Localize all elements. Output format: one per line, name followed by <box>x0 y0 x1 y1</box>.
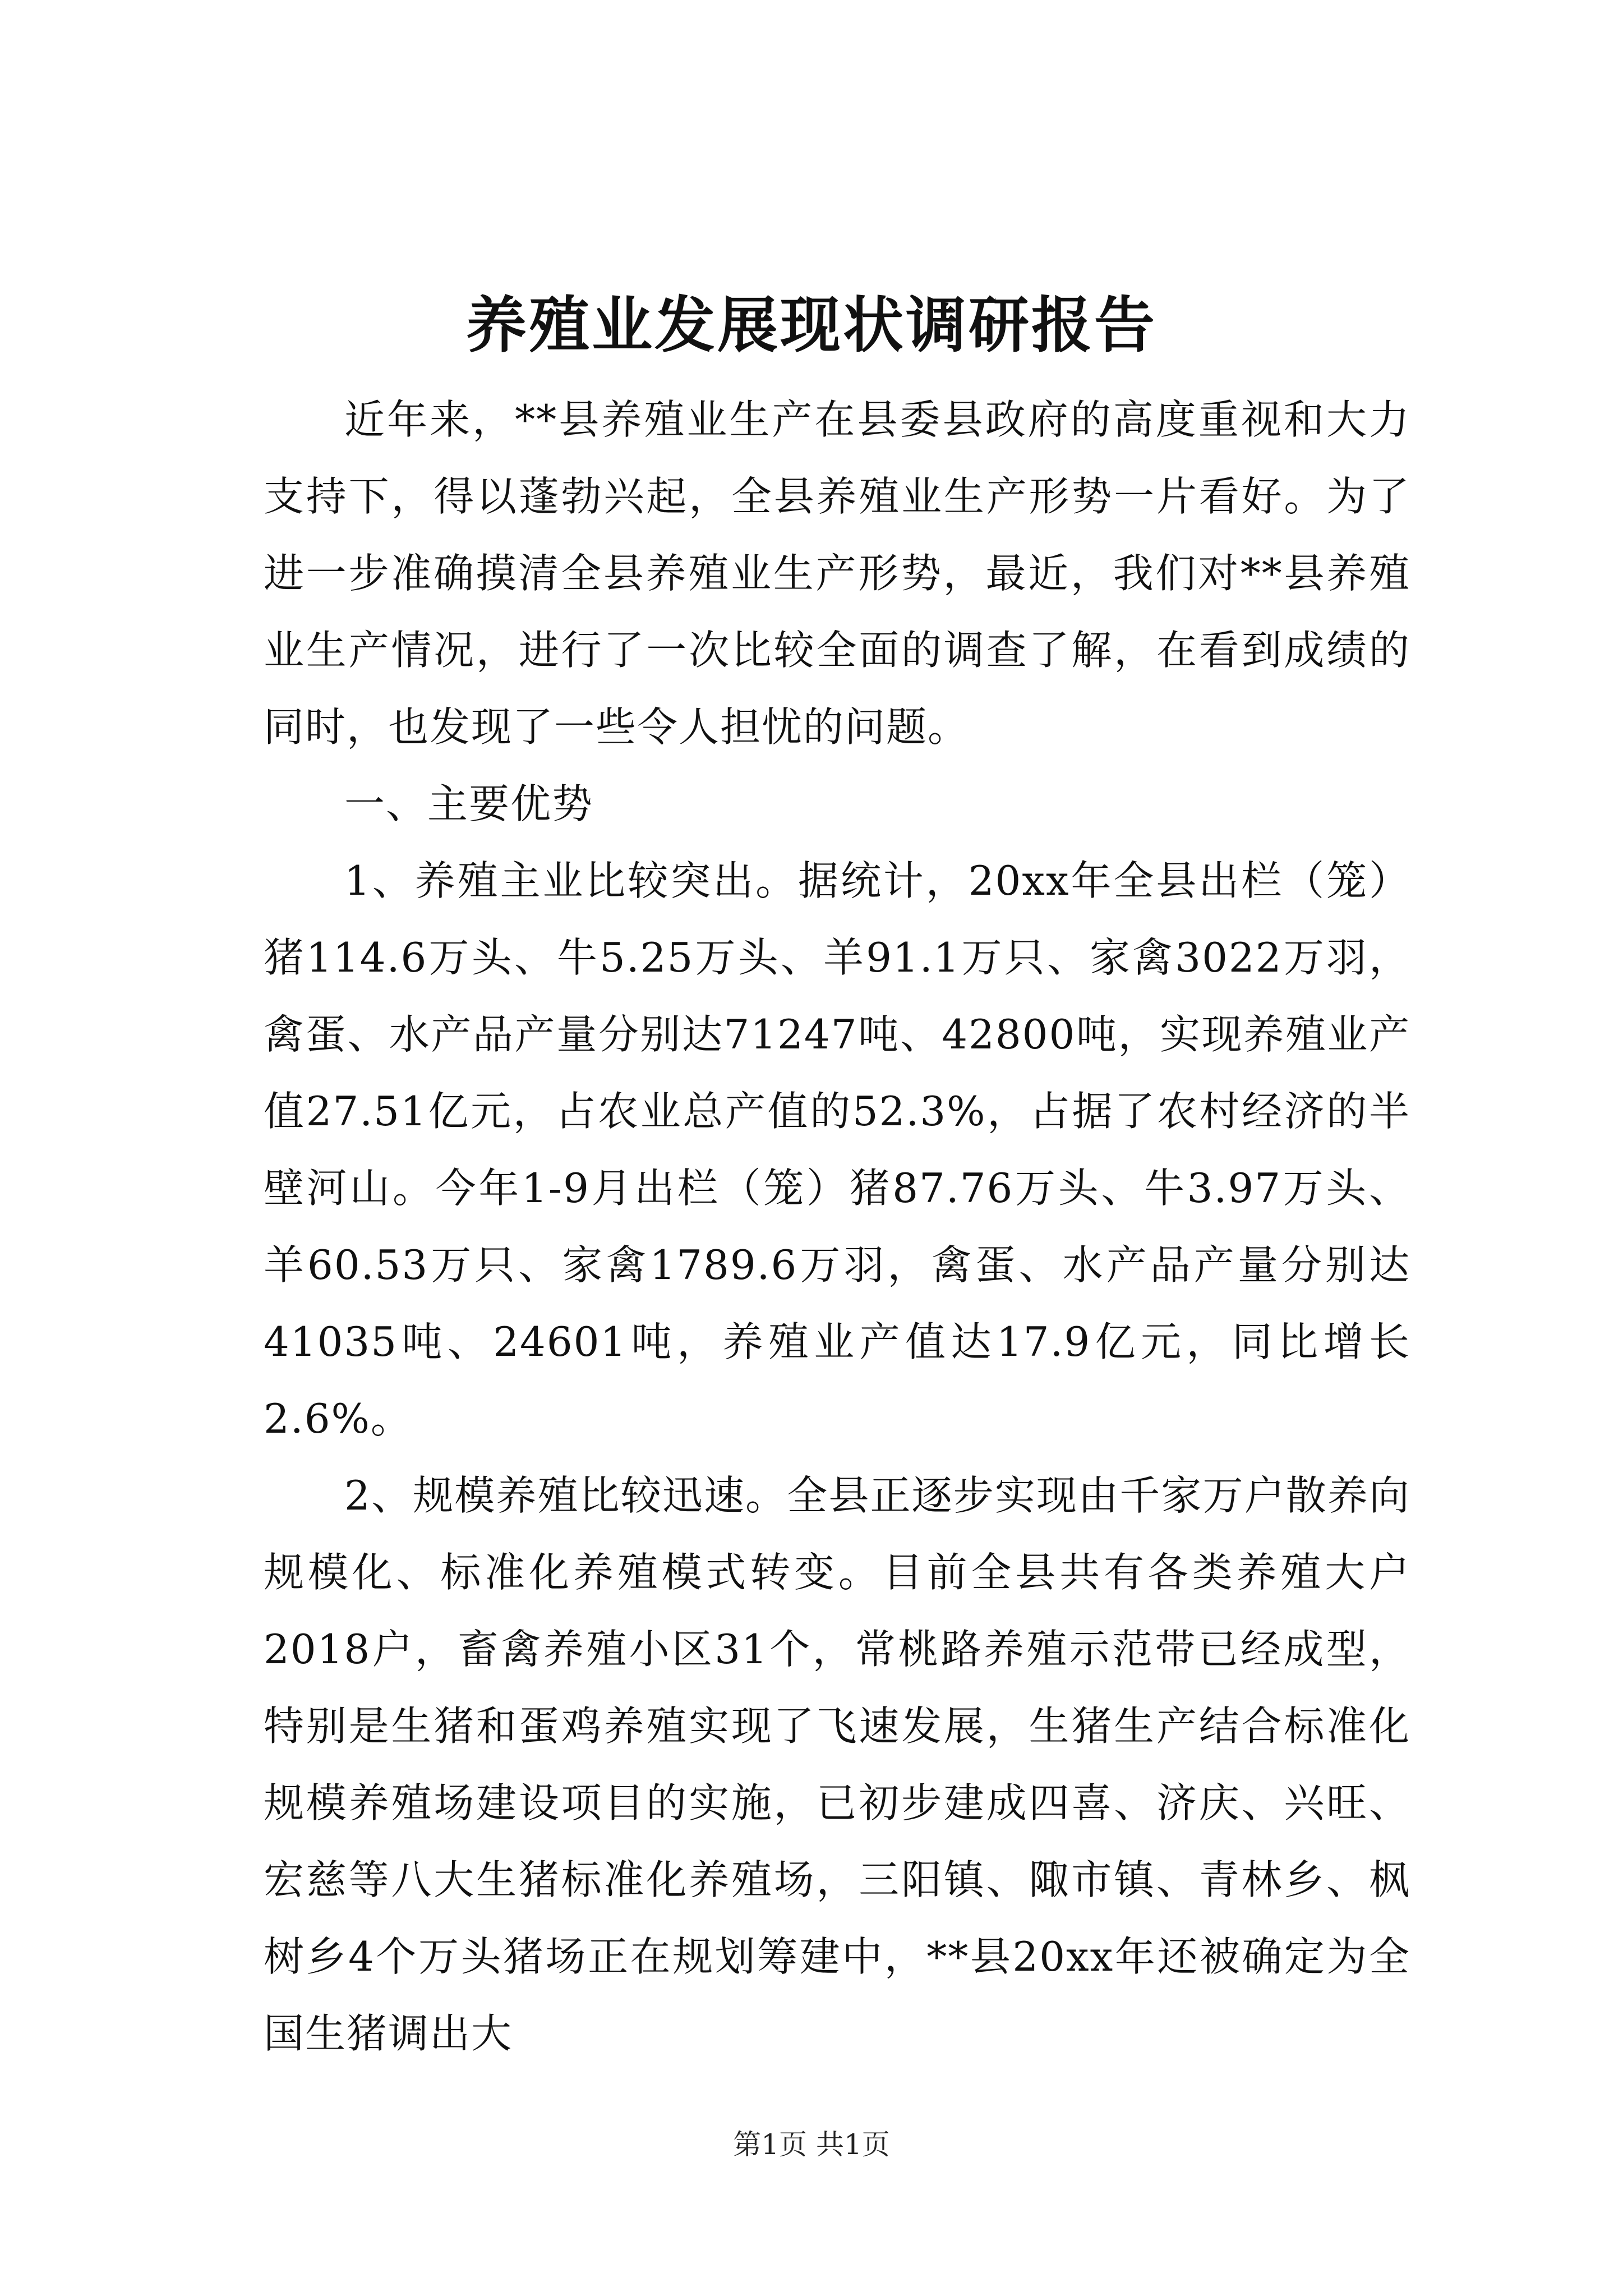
section-heading-main-advantages: 一、主要优势 <box>344 780 594 827</box>
page-footer: 第1页 共1页 <box>733 2128 890 2161</box>
paragraph-intro: 近年来，**县养殖业生产在县委县政府的高度重视和大力支持下，得以蓬勃兴起，全县养殖业生产形势一片看好。为了进一步准确摸清全县养殖业生产形势，最近，我们对**县养殖业生产情况，进行了一次比较全面的调查了解，在看到成绩的同时，也发现了一些令人担忧的问题。 <box>264 396 1410 751</box>
document-body <box>264 381 1410 2072</box>
document-title: 养殖业发展现状调研报告 <box>465 290 1157 361</box>
paragraph-item-1: 1、养殖主业比较突出。据统计，20xx年全县出栏（笼）猪114.6万头、牛5.25万头、羊91.1万只、家禽3022万羽，禽蛋、水产品产量分别达71247吨、42800吨，实现养殖业产值27.51亿元，占农业总产值的52.3%，占据了农村经济的半壁河山。今年1-9月出栏（笼）猪87.76万头、牛3.97万头、羊60.53万只、家禽1789.6万羽，禽蛋、水产品产量分别达41035吨、24601吨，养殖业产值达17.9亿元，同比增长2.6%。 <box>264 857 1410 1442</box>
paragraph-item-2: 2、规模养殖比较迅速。全县正逐步实现由千家万户散养向规模化、标准化养殖模式转变。目前全县共有各类养殖大户2018户，畜禽养殖小区31个，常桃路养殖示范带已经成型，特别是生猪和蛋鸡养殖实现了飞速发展，生猪生产结合标准化规模养殖场建设项目的实施，已初步建成四喜、济庆、兴旺、宏慈等八大生猪标准化养殖场，三阳镇、陬市镇、青林乡、枫树乡4个万头猪场正在规划筹建中，**县20xx年还被确定为全国生猪调出大 <box>264 1472 1410 2057</box>
